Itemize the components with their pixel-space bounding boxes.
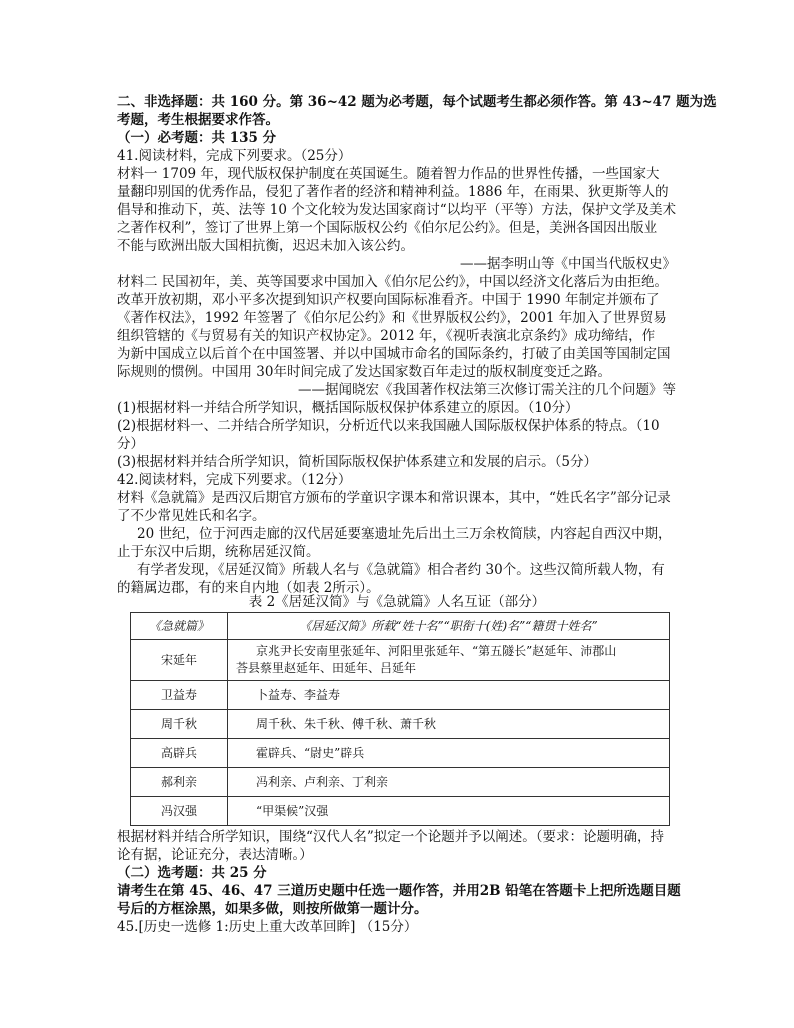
- table-cell-name: 郝利亲: [131, 768, 228, 797]
- q41-material1-line: 倡导和推动下，英、法等 10 个文化较为发达国家商讨“以均平（平等）方法，保护文学及美术: [117, 202, 677, 218]
- table-row: [131, 797, 670, 826]
- q42-material-line: 的籍属边郡，有的来自内地（如表 2所示）。: [117, 580, 380, 596]
- table-cell-ref: 冯利亲、卢利亲、丁利亲: [228, 768, 670, 797]
- table-header-row: [131, 613, 670, 640]
- table-row: [131, 710, 670, 739]
- q41-material1-line: 不能与欧洲出版大国相抗衡，迟迟未加入该公约。: [117, 238, 414, 254]
- q42-question-cont: 论有据，论证充分，表达清晰。）: [117, 847, 313, 863]
- table-header: 《居延汉简》所载“姓十名”“职衔十(姓)名”“籍贯十姓名”: [228, 613, 670, 640]
- table-cell-name: 高辟兵: [131, 739, 228, 768]
- q41-question: (1)根据材料一并结合所学知识，概括国际版权保护体系建立的原因。（10分）: [117, 400, 579, 416]
- section-heading-cont: 考题，考生根据要求作答。: [117, 112, 279, 128]
- q41-question: (2)根据材料一、二并结合所学知识，分析近代以来我国融人国际版权保护体系的特点。（10: [117, 418, 660, 434]
- table-cell-ref: 卜益寿、李益寿: [228, 681, 670, 710]
- q41-material2-source: ——据闻晓宏《我国著作权法第三次修订需关注的几个问题》等: [298, 382, 676, 398]
- table-row: [131, 681, 670, 710]
- q42-material-line: 止于东汉中后期，统称居延汉简。: [117, 544, 320, 560]
- optional-instructions: 请考生在第 45、46、47 三道历史题中任选一题作答，并用2B 铅笔在答题卡上把所选题目题: [117, 883, 681, 899]
- q41-material1-line: 之著作权利”，签订了世界上第一个国际版权公约《伯尔尼公约》。但是，美洲各国因出版业: [117, 220, 658, 236]
- q42-material-line: 材料《急就篇》是西汉后期官方颁布的学童识字课本和常识课本，其中，“姓氏名字”部分记录: [117, 490, 671, 506]
- q41-question-cont: 分）: [117, 436, 144, 452]
- table-caption: 表 2《居延汉简》与《急就篇》人名互证（部分）: [248, 594, 546, 610]
- q41-material2-line: 组织管辖的《与贸易有关的知识产权协定》。2012 年，《视听表演北京条约》成功缔结，作: [117, 328, 656, 344]
- q41-material1-line: 量翻印别国的优秀作品，侵犯了著作者的经济和精神利益。1886 年，在雨果、狄更斯等人的: [117, 184, 669, 200]
- name-table: [130, 612, 670, 826]
- table-row: [131, 739, 670, 768]
- table-cell-name: 宋延年: [131, 640, 228, 681]
- q41-material1-source: ——据李明山等《中国当代版权史》: [460, 256, 676, 272]
- table-cell-ref: 周千秋、朱千秋、傅千秋、萧千秋: [228, 710, 670, 739]
- table-cell-ref: 霍辟兵、“尉史”辟兵: [228, 739, 670, 768]
- q41-material2-line: 材料二 民国初年，美、英等国要求中国加入《伯尔尼公约》，中国以经济文化落后为由拒绝。: [117, 274, 669, 290]
- q42-material-line: 20 世纪，位于河西走廊的汉代居延要塞遗址先后出土三万余枚简牍，内容起自西汉中期，: [137, 526, 672, 542]
- q41-material1-line: 材料一 1709 年，现代版权保护制度在英国诞生。随着智力作品的世界性传播，一些国家大: [117, 166, 660, 182]
- table-cell-name: 周千秋: [131, 710, 228, 739]
- q41-material2-line: 改革开放初期，邓小平多次提到知识产权要向国际标准看齐。中国于 1990 年制定并颁布了: [117, 292, 660, 308]
- table-row: [131, 640, 670, 681]
- q41-material2-line: 为新中国成立以后首个在中国签署、并以中国城市命名的国际条约，打破了由美国等国制定国: [117, 346, 671, 362]
- table-header: 《急就篇》: [131, 613, 228, 640]
- q42-question: 根据材料并结合所学知识，围绕“汉代人名”拟定一个论题并予以阐述。（要求：论题明确，持: [117, 829, 665, 845]
- q42-title: 42.阅读材料，完成下列要求。（12分）: [117, 472, 352, 488]
- q45-title: 45.[历史一选修 1:历史上重大改革回眸] （15分）: [117, 919, 418, 935]
- table-cell-ref-line: 京兆尹长安南里张延年、河阳里张延年、“第五隧长”赵延年、沛郡山: [256, 644, 617, 658]
- q42-material-line: 了不少常见姓氏和名字。: [117, 508, 266, 524]
- table-cell-ref-line: 荅县蔡里赵延年、田延年、吕延年: [236, 661, 417, 675]
- table-row: [131, 768, 670, 797]
- q41-material2-line: 《著作权法》，1992 年签署了《伯尔尼公约》和《世界版权公约》，2001 年加入了世界贸易: [117, 310, 667, 326]
- required-heading: （一）必考题：共 135 分: [117, 130, 277, 146]
- q42-material-line: 有学者发现，《居延汉简》所载人名与《急就篇》相合者约 30个。这些汉简所载人物，有: [137, 562, 665, 578]
- optional-heading: （二）选考题：共 25 分: [117, 865, 267, 881]
- optional-instructions-cont: 号后的方框涂黑，如果多做，则按所做第一题计分。: [117, 901, 428, 917]
- q41-material2-line: 际规则的惯例。中国用 30年时间完成了发达国家数百年走过的版权制度变迁之路。: [117, 364, 611, 380]
- section-heading: 二、非选择题：共 160 分。第 36~42 题为必考题，每个试题考生都必须作答。第 43~47 题为选: [117, 94, 717, 110]
- q41-question: (3)根据材料并结合所学知识，简析国际版权保护体系建立和发展的启示。（5分）: [117, 454, 597, 470]
- q41-title: 41.阅读材料，完成下列要求。（25分）: [117, 148, 352, 164]
- table-cell-name: 卫益寿: [131, 681, 228, 710]
- table-cell-name: 冯汉强: [131, 797, 228, 826]
- table-cell-ref: [228, 640, 670, 681]
- table-cell-ref: “甲渠候”汉强: [228, 797, 670, 826]
